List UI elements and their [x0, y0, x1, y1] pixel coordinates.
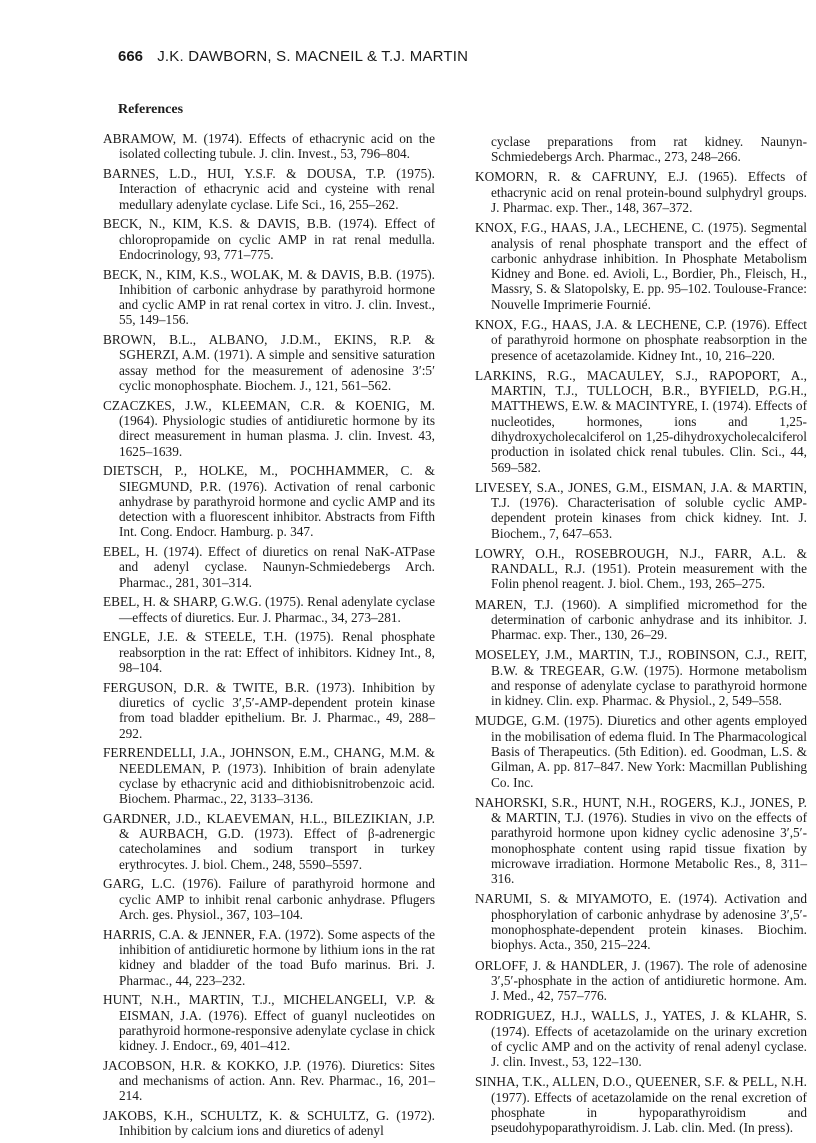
reference-entry: HARRIS, C.A. & JENNER, F.A. (1972). Some aspects of the inhibition of antidiuretic hormone by lithium ions in the rat kidney and bladder of the toad Bufo marinus. Bri. J. Pharmac., 44, 223–232. — [103, 926, 435, 988]
reference-entry: FERGUSON, D.R. & TWITE, B.R. (1973). Inhibition by diuretics of cyclic 3′,5′-AMP-dependent protein kinase from toad bladder epithelium. Br. J. Pharmac., 49, 288–292. — [103, 679, 435, 741]
reference-entry: BARNES, L.D., HUI, Y.S.F. & DOUSA, T.P. (1975). Interaction of ethacrynic acid and cysteine with renal medullary adenylate cyclase. Life Sci., 16, 255–262. — [103, 165, 435, 212]
reference-entry: BECK, N., KIM, K.S., WOLAK, M. & DAVIS, B.B. (1975). Inhibition of carbonic anhydrase by parathyroid hormone and cyclic AMP in rat renal cortex in vitro. J. clin. Invest., 55, 149–156. — [103, 266, 435, 328]
references-left-column — [103, 131, 435, 1143]
reference-entry: DIETSCH, P., HOLKE, M., POCHHAMMER, C. & SIEGMUND, P.R. (1976). Activation of renal carbonic anhydrase by parathyroid hormone and cyclic AMP and its detection with a fluorescent inhibitor. Abstracts from Fifth Int. Cong. Endocr. Hamburg. p. 347. — [103, 463, 435, 540]
reference-entry: ABRAMOW, M. (1974). Effects of ethacrynic acid on the isolated collecting tubule. J. clin. Invest., 53, 796–804. — [103, 131, 435, 162]
reference-entry-continuation: cyclase preparations from rat kidney. Naunyn-Schmiedebergs Arch. Pharmac., 273, 248–266. — [491, 134, 807, 165]
reference-entry: MOSELEY, J.M., MARTIN, T.J., ROBINSON, C.J., REIT, B.W. & TREGEAR, G.W. (1975). Hormone metabolism and response of adenylate cyclase to parathyroid hormone in kidney. Clin. exp. Pharmac. & Physiol., 2, 549–558. — [475, 647, 807, 709]
reference-entry: NARUMI, S. & MIYAMOTO, E. (1974). Activation and phosphorylation of carbonic anhydrase by adenosine 3′,5′-monophosphate-dependent protein kinases. Biochim. biophys. Acta., 350, 215–224. — [475, 891, 807, 953]
reference-entry: KOMORN, R. & CAFRUNY, E.J. (1965). Effects of ethacrynic acid on renal protein-bound sulphydryl groups. J. Pharmac. exp. Ther., 148, 367–372. — [475, 169, 807, 216]
reference-entry: KNOX, F.G., HAAS, J.A., LECHENE, C. (1975). Segmental analysis of renal phosphate transport and the effect of carbonic anhydrase inhibition. In Phosphate Metabolism Kidney and Bone. ed. Avioli, L., Bordier, Ph., Fleisch, H., Massry, S. & Slatopolsky, E. pp. 95–102. Toulouse-France: Nouvelle Imprimerie Fournié. — [475, 220, 807, 312]
reference-entry: SINHA, T.K., ALLEN, D.O., QUEENER, S.F. & PELL, N.H. (1977). Effects of acetazolamide on the renal excretion of phosphate in hypoparathyroidism and pseudohypoparathyroidism. J. Lab. clin. Med. (In press). — [475, 1074, 807, 1136]
reference-entry: EBEL, H. & SHARP, G.W.G. (1975). Renal adenylate cyclase—effects of diuretics. Eur. J. Pharmac., 34, 273–281. — [103, 594, 435, 625]
reference-entry: LIVESEY, S.A., JONES, G.M., EISMAN, J.A. & MARTIN, T.J. (1976). Characterisation of soluble cyclic AMP-dependent protein kinases from chick kidney. Int. J. Biochem., 7, 647–653. — [475, 479, 807, 541]
reference-entry: ENGLE, J.E. & STEELE, T.H. (1975). Renal phosphate reabsorption in the rat: Effect of inhibitors. Kidney Int., 8, 98–104. — [103, 629, 435, 676]
reference-entry: FERRENDELLI, J.A., JOHNSON, E.M., CHANG, M.M. & NEEDLEMAN, P. (1973). Inhibition of brain adenylate cyclase by ethacrynic acid and dithiobisnitrobenzoic acid. Biochem. Pharmac., 22, 3133–3136. — [103, 745, 435, 807]
reference-entry: BROWN, B.L., ALBANO, J.D.M., EKINS, R.P. & SGHERZI, A.M. (1971). A simple and sensitive saturation assay method for the measurement of adenosine 3′:5′ cyclic monophosphate. Biochem. J., 121, 561–562. — [103, 332, 435, 394]
reference-entry: MUDGE, G.M. (1975). Diuretics and other agents employed in the mobilisation of edema fluid. In The Pharmacological Basis of Therapeutics. (5th Edition). ed. Goodman, L.S. & Gilman, A. pp. 817–847. New York: Macmillan Publishing Co. Inc. — [475, 713, 807, 790]
reference-entry: LOWRY, O.H., ROSEBROUGH, N.J., FARR, A.L. & RANDALL, R.J. (1951). Protein measurement with the Folin phenol reagent. J. biol. Chem., 193, 265–275. — [475, 545, 807, 592]
reference-entry: JAKOBS, K.H., SCHULTZ, K. & SCHULTZ, G. (1972). Inhibition by calcium ions and diuretics of adenyl — [103, 1108, 435, 1139]
reference-entry: EBEL, H. (1974). Effect of diuretics on renal NaK-ATPase and adenyl cyclase. Naunyn-Schmiedebergs Arch. Pharmac., 281, 301–314. — [103, 544, 435, 590]
reference-entry: RODRIGUEZ, H.J., WALLS, J., YATES, J. & KLAHR, S. (1974). Effects of acetazolamide on the urinary excretion of cyclic AMP and on the activity of renal adenyl cyclase. J. clin. Invest., 53, 122–130. — [475, 1008, 807, 1070]
reference-entry: HUNT, N.H., MARTIN, T.J., MICHELANGELI, V.P. & EISMAN, J.A. (1976). Effect of guanyl nucleotides on parathyroid hormone-responsive adenylate cyclase in chick kidney. J. Endocr., 69, 401–412. — [103, 992, 435, 1054]
references-right-column — [475, 134, 807, 1140]
reference-entry: ORLOFF, J. & HANDLER, J. (1967). The role of adenosine 3′,5′-phosphate in the action of antidiuretic hormone. Am. J. Med., 42, 757–776. — [475, 957, 807, 1004]
reference-entry: MAREN, T.J. (1960). A simplified micromethod for the determination of carbonic anhydrase and its inhibitor. J. Pharmac. exp. Ther., 130, 26–29. — [475, 596, 807, 643]
reference-entry: GARDNER, J.D., KLAEVEMAN, H.L., BILEZIKIAN, J.P. & AURBACH, G.D. (1973). Effect of β-adrenergic catecholamines and sodium transport in turkey erythrocytes. J. biol. Chem., 248, 5590–5597. — [103, 810, 435, 872]
running-header — [118, 48, 758, 72]
page-number: 666 — [118, 48, 144, 65]
reference-entry: LARKINS, R.G., MACAULEY, S.J., RAPOPORT, A., MARTIN, T.J., TULLOCH, B.R., BYFIELD, P.G.H., MATTHEWS, E.W. & MACINTYRE, I. (1974). Effects of nucleotides, hormones, ions and 1,25-dihydroxycholecalciferol on 1,25-dihydroxycholecalciferol production in isolated chick renal tubules. Clin. Sci., 44, 569–582. — [475, 367, 807, 475]
reference-entry: NAHORSKI, S.R., HUNT, N.H., ROGERS, K.J., JONES, P. & MARTIN, T.J. (1976). Studies in vivo on the effects of parathyroid hormone upon kidney cyclic adenosine 3′,5′-monophosphate content using rapid tissue fixation by microwave irradiation. Hormone Metabolic Res., 8, 311–316. — [475, 794, 807, 887]
reference-entry: CZACZKES, J.W., KLEEMAN, C.R. & KOENIG, M. (1964). Physiologic studies of antidiuretic hormone by its direct measurement in human plasma. J. clin. Invest. 43, 1625–1639. — [103, 397, 435, 459]
references-heading: References — [118, 102, 184, 117]
running-header-authors: J.K. DAWBORN, S. MACNEIL & T.J. MARTIN — [157, 48, 469, 65]
reference-entry: BECK, N., KIM, K.S. & DAVIS, B.B. (1974). Effect of chloropropamide on cyclic AMP in rat renal medulla. Endocrinology, 93, 771–775. — [103, 216, 435, 262]
reference-entry: GARG, L.C. (1976). Failure of parathyroid hormone and cyclic AMP to inhibit renal carbonic anhydrase. Pflugers Arch. ges. Physiol., 367, 103–104. — [103, 876, 435, 923]
reference-entry: JACOBSON, H.R. & KOKKO, J.P. (1976). Diuretics: Sites and mechanisms of action. Ann. Rev. Pharmac., 16, 201–214. — [103, 1057, 435, 1104]
reference-entry: KNOX, F.G., HAAS, J.A. & LECHENE, C.P. (1976). Effect of parathyroid hormone on phosphate reabsorption in the presence of acetazolamide. Kidney Int., 10, 216–220. — [475, 316, 807, 363]
